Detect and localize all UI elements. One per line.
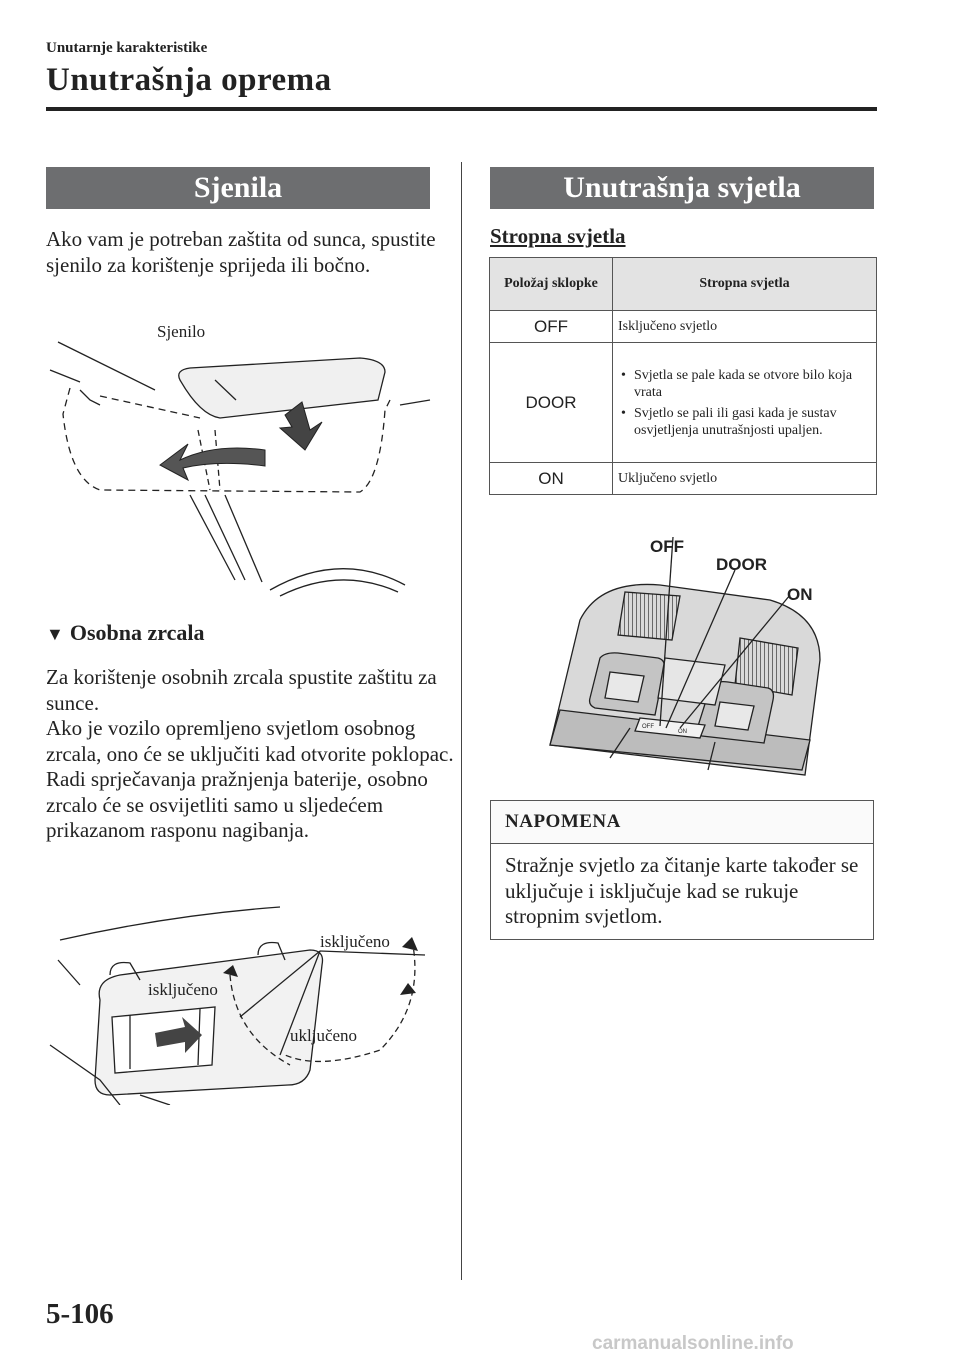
- table-header-row: [490, 258, 877, 311]
- light-state-cell: Isključeno svjetlo: [613, 311, 877, 343]
- note-box: [490, 800, 874, 940]
- column-divider: [461, 162, 462, 1280]
- section-kicker: Unutarnje karakteristike: [46, 40, 208, 56]
- switch-position-cell: ON: [490, 463, 613, 495]
- light-state-cell: Uključeno svjetlo: [613, 463, 877, 495]
- lamp-door-label: DOOR: [716, 555, 767, 574]
- sun-visor-intro: Ako vam je potreban zaštita od sunca, spustite sjenilo za korištenje sprijeda ili bočno.: [46, 227, 436, 277]
- lamp-switch-on-label: ON: [678, 729, 687, 735]
- interior-lights-section-bar: Unutrašnja svjetla: [490, 167, 874, 209]
- vanity-mirror-subhead-text: Osobna zrcala: [69, 620, 205, 645]
- vanity-mirror-subhead: [46, 620, 204, 646]
- table-row: [490, 311, 877, 343]
- page-title: Unutrašnja oprema: [46, 62, 332, 98]
- mirror-off-top-label: isključeno: [320, 932, 390, 951]
- table-row: [490, 463, 877, 495]
- lamp-on-label: ON: [787, 585, 813, 604]
- note-text: Stražnje svjetlo za čitanje karte također se uključuje i isključuje kad se rukuje stropnim svjetlom.: [505, 853, 859, 928]
- table-header-cell: Položaj sklopke: [490, 258, 613, 311]
- mirror-off-left-label: isključeno: [148, 980, 218, 999]
- table-header-cell: Stropna svjetla: [613, 258, 877, 311]
- light-state-cell: [613, 343, 877, 463]
- triangle-bullet-icon: ▼: [46, 624, 64, 644]
- lamp-switch-off-label: OFF: [642, 724, 654, 730]
- vanity-mirror-body: Za korištenje osobnih zrcala spustite zaštitu za sunce. Ako je vozilo opremljeno svjetlom osobnog zrcala, ono će se uključiti kad otvorite poklopac. Radi sprječavanja pražnjenja baterije, osobno zrcalo će se osvijetliti samo u sljedećem prikazanom rasponu nagibanja.: [46, 665, 454, 842]
- lamp-off-label: OFF: [650, 537, 684, 556]
- switch-position-cell: OFF: [490, 311, 613, 343]
- vanity-mirror-illustration: [40, 905, 440, 1105]
- watermark: carmanualsonline.info: [592, 1333, 794, 1354]
- sun-visor-section-bar: Sjenila: [46, 167, 430, 209]
- overhead-lamp-illustration: [540, 530, 840, 780]
- list-item: • Svjetla se pale kada se otvore bilo koja vrata: [634, 367, 871, 401]
- sun-visor-illustration: [40, 310, 440, 600]
- sun-visor-callout: Sjenilo: [157, 322, 206, 341]
- list-item: • Svjetlo se pali ili gasi kada je sustav osvjetljenja unutrašnjosti upaljen.: [634, 405, 871, 439]
- table-row: [490, 343, 877, 463]
- overhead-lights-subhead: Stropna svjetla: [490, 224, 626, 248]
- page-number: 5-106: [46, 1298, 114, 1330]
- switch-position-cell: DOOR: [490, 343, 613, 463]
- note-heading: NAPOMENA: [491, 801, 873, 844]
- overhead-lights-table: [489, 257, 877, 495]
- mirror-on-label: uključeno: [290, 1026, 358, 1045]
- title-rule: [46, 107, 877, 111]
